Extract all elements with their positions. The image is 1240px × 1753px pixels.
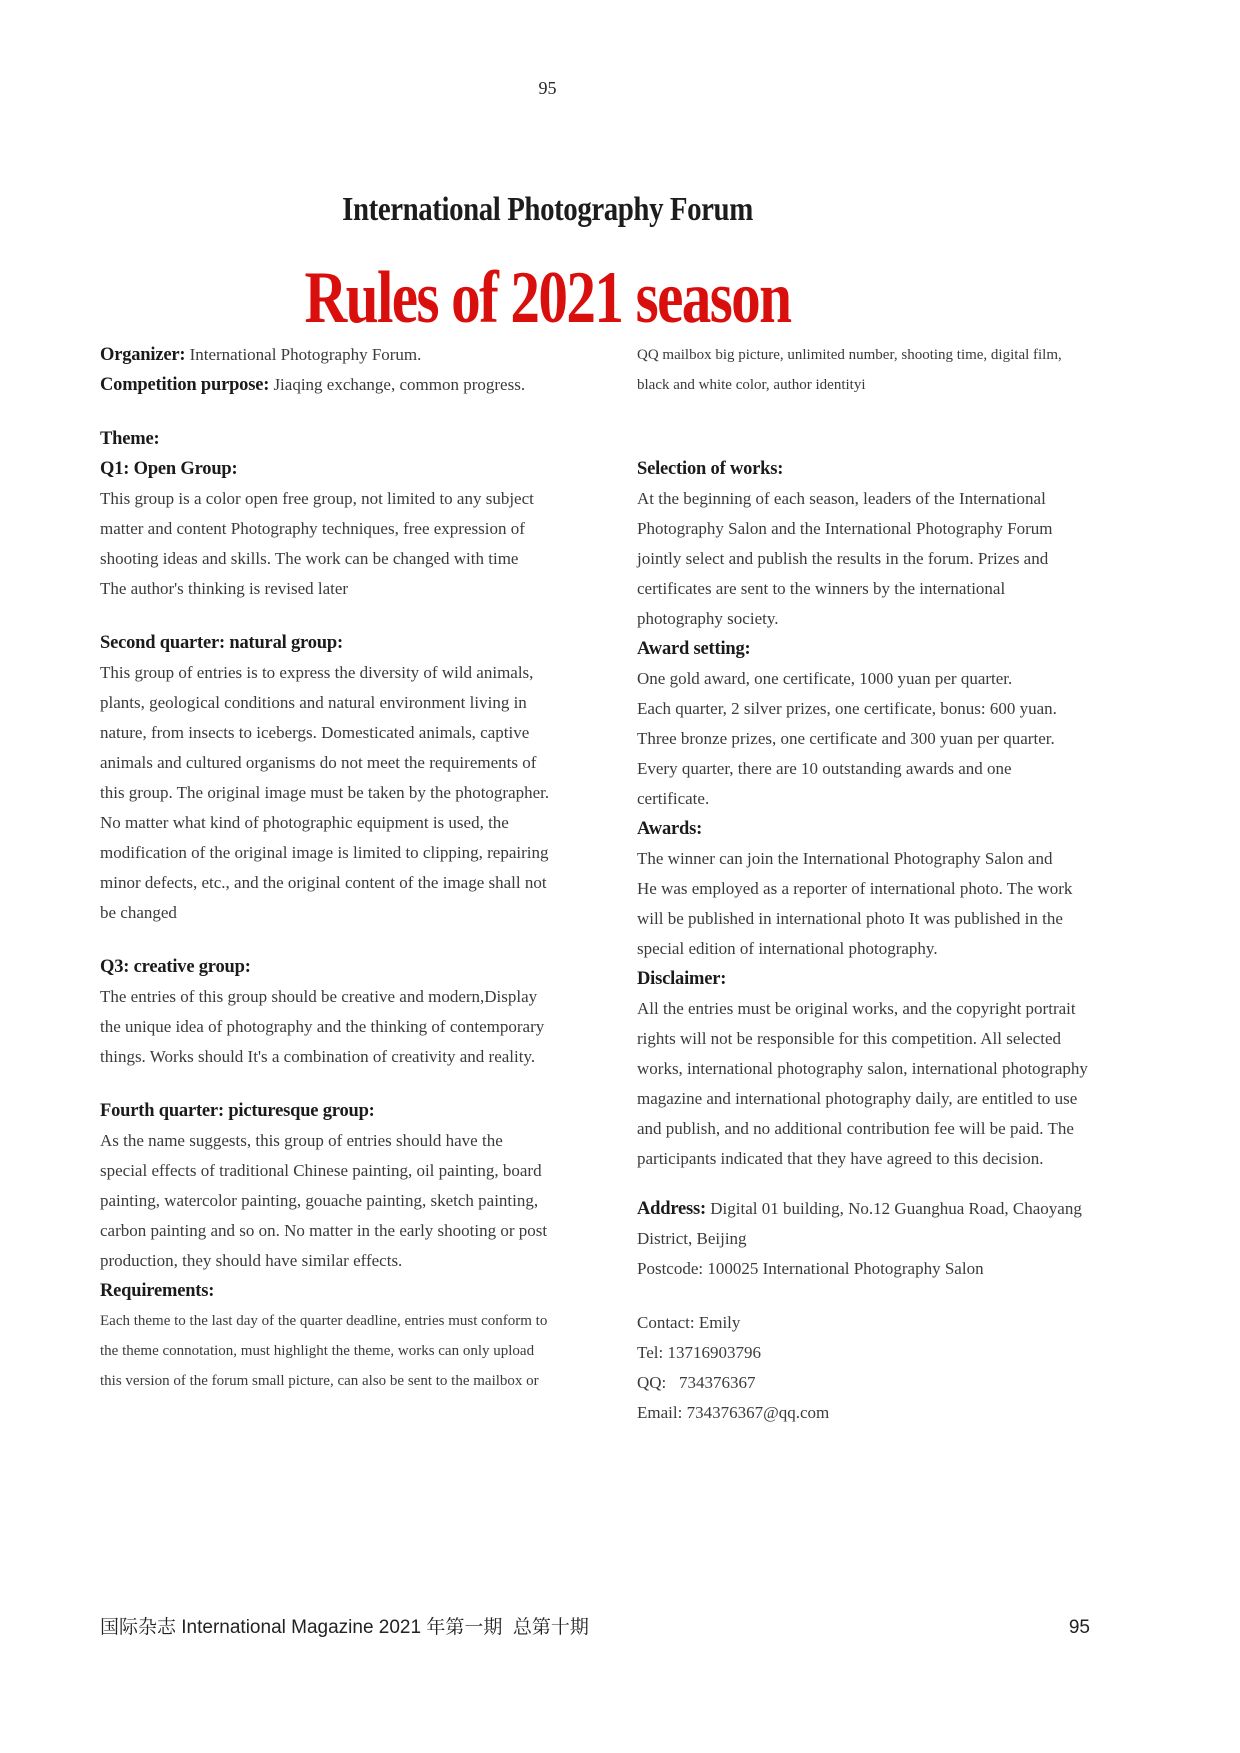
text-line: District, Beijing	[637, 1229, 747, 1248]
text-line: Photography Salon and the International Photography Forum	[637, 519, 1053, 538]
spacer	[100, 928, 625, 952]
contact-block	[637, 1308, 1182, 1428]
text-line: magazine and international photography daily, are entitled to use	[637, 1089, 1078, 1108]
text-line: production, they should have similar effects.	[100, 1251, 403, 1270]
text-line: will be published in international photo It was published in the	[637, 909, 1063, 928]
page-footer	[100, 1612, 1090, 1639]
text-line: Q3: creative group:	[100, 957, 251, 977]
organizer-block	[100, 340, 625, 400]
text-line: Selection of works:	[637, 459, 784, 479]
q3-heading	[100, 952, 625, 982]
q4-heading	[100, 1096, 625, 1126]
text-line: black and white color, author identityi	[637, 377, 866, 393]
text-line: One gold award, one certificate, 1000 yuan per quarter.	[637, 669, 1013, 688]
selection-heading	[637, 454, 1182, 484]
spacer	[100, 400, 625, 424]
spacer	[100, 1072, 625, 1096]
text-line: photography society.	[637, 609, 779, 628]
text-line: plants, geological conditions and natural environment living in	[100, 693, 527, 712]
q2-heading	[100, 628, 625, 658]
text-line: the unique idea of photography and the thinking of contemporary	[100, 1017, 545, 1036]
spacer	[637, 400, 1182, 454]
text-line: Second quarter: natural group:	[100, 633, 343, 653]
disclaimer-paragraph	[637, 994, 1182, 1174]
q3-paragraph	[100, 982, 625, 1072]
inline-label: Address:	[637, 1199, 706, 1219]
text-line: minor defects, etc., and the original content of the image shall not	[100, 873, 547, 892]
awards-paragraph	[637, 844, 1182, 964]
text-line: rights will not be responsible for this competition. All selected	[637, 1029, 1061, 1048]
text-line: Address: Digital 01 building, No.12 Guanghua Road, Chaoyang	[637, 1199, 1082, 1219]
left-column	[100, 340, 625, 1396]
text-line: certificates are sent to the winners by the international	[637, 579, 1006, 598]
text-line: No matter what kind of photographic equipment is used, the	[100, 813, 509, 832]
theme-heading	[100, 424, 625, 454]
text-line: and publish, and no additional contribution fee will be paid. The	[637, 1119, 1074, 1138]
award-setting-paragraph	[637, 664, 1182, 814]
text-line: Contact: Emily	[637, 1313, 741, 1332]
text-line: The author's thinking is revised later	[100, 579, 349, 598]
submission-paragraph	[637, 340, 1182, 400]
text-line: certificate.	[637, 789, 710, 808]
text-line: carbon painting and so on. No matter in the early shooting or post	[100, 1221, 548, 1240]
spacer	[637, 1284, 1182, 1308]
text-line: participants indicated that they have agreed to this decision.	[637, 1149, 1044, 1168]
footer-magazine-title: 国际杂志 International Magazine 2021 年第一期 总第十期	[100, 1617, 589, 1638]
selection-paragraph	[637, 484, 1182, 634]
text-line: painting, watercolor painting, gouache painting, sketch painting,	[100, 1191, 539, 1210]
text-line: Each theme to the last day of the quarter deadline, entries must conform to	[100, 1313, 548, 1329]
text-line: QQ mailbox big picture, unlimited number, shooting time, digital film,	[637, 347, 1062, 363]
text-line: matter and content Photography techniques, free expression of	[100, 519, 525, 538]
q2-paragraph	[100, 658, 625, 928]
text-line: The entries of this group should be creative and modern,Display	[100, 987, 538, 1006]
text-line: QQ: 734376367	[637, 1373, 756, 1392]
text-line: be changed	[100, 903, 177, 922]
requirements-heading	[100, 1276, 625, 1306]
address-block	[637, 1194, 1182, 1284]
text-line: This group of entries is to express the diversity of wild animals,	[100, 663, 534, 682]
spacer	[637, 1174, 1182, 1194]
text-line: Three bronze prizes, one certificate and 300 yuan per quarter.	[637, 729, 1055, 748]
text-line: This group is a color open free group, not limited to any subject	[100, 489, 534, 508]
text-line: works, international photography salon, international photography	[637, 1059, 1088, 1078]
text-line: At the beginning of each season, leaders of the International	[637, 489, 1046, 508]
text-line: Email: 734376367@qq.com	[637, 1403, 830, 1422]
text-line: Organizer: International Photography Forum.	[100, 345, 422, 365]
text-line: Fourth quarter: picturesque group:	[100, 1101, 375, 1121]
text-line: nature, from insects to icebergs. Domesticated animals, captive	[100, 723, 530, 742]
text-line: Every quarter, there are 10 outstanding awards and one	[637, 759, 1012, 778]
text-line: things. Works should It's a combination of creativity and reality.	[100, 1047, 536, 1066]
text-line: The winner can join the International Photography Salon and	[637, 849, 1053, 868]
text-line: All the entries must be original works, and the copyright portrait	[637, 999, 1076, 1018]
text-line: Each quarter, 2 silver prizes, one certificate, bonus: 600 yuan.	[637, 699, 1057, 718]
text-line: As the name suggests, this group of entries should have the	[100, 1131, 503, 1150]
right-column	[637, 340, 1182, 1428]
top-page-number: 95	[538, 78, 557, 98]
text-line: Award setting:	[637, 639, 751, 659]
spacer	[100, 604, 625, 628]
q1-paragraph	[100, 484, 625, 604]
text-line: Disclaimer:	[637, 969, 727, 989]
text-line: special edition of international photography.	[637, 939, 938, 958]
text-line: the theme connotation, must highlight the theme, works can only upload	[100, 1343, 535, 1359]
q4-paragraph	[100, 1126, 625, 1276]
text-line: Postcode: 100025 International Photography Salon	[637, 1259, 984, 1278]
text-line: this group. The original image must be taken by the photographer.	[100, 783, 550, 802]
text-line: animals and cultured organisms do not meet the requirements of	[100, 753, 537, 772]
q1-heading	[100, 454, 625, 484]
inline-label: Competition purpose:	[100, 375, 270, 395]
text-line: Requirements:	[100, 1281, 215, 1301]
awards-heading	[637, 814, 1182, 844]
requirements-paragraph	[100, 1306, 625, 1396]
page-subtitle: Rules of 2021 season	[304, 257, 791, 339]
text-line: Theme:	[100, 429, 160, 449]
text-line: Tel: 13716903796	[637, 1343, 761, 1362]
page-title: International Photography Forum	[342, 191, 753, 228]
inline-label: Organizer:	[100, 345, 186, 365]
disclaimer-heading	[637, 964, 1182, 994]
text-line: this version of the forum small picture, can also be sent to the mailbox or	[100, 1373, 539, 1389]
text-line: Q1: Open Group:	[100, 459, 238, 479]
award-setting-heading	[637, 634, 1182, 664]
text-line: He was employed as a reporter of international photo. The work	[637, 879, 1073, 898]
text-line: shooting ideas and skills. The work can be changed with time	[100, 549, 519, 568]
text-line: modification of the original image is limited to clipping, repairing	[100, 843, 549, 862]
text-line: Awards:	[637, 819, 703, 839]
footer-page-number: 95	[1068, 1617, 1090, 1638]
text-line: jointly select and publish the results in the forum. Prizes and	[637, 549, 1049, 568]
text-line: Competition purpose: Jiaqing exchange, common progress.	[100, 375, 526, 395]
text-line: special effects of traditional Chinese painting, oil painting, board	[100, 1161, 542, 1180]
